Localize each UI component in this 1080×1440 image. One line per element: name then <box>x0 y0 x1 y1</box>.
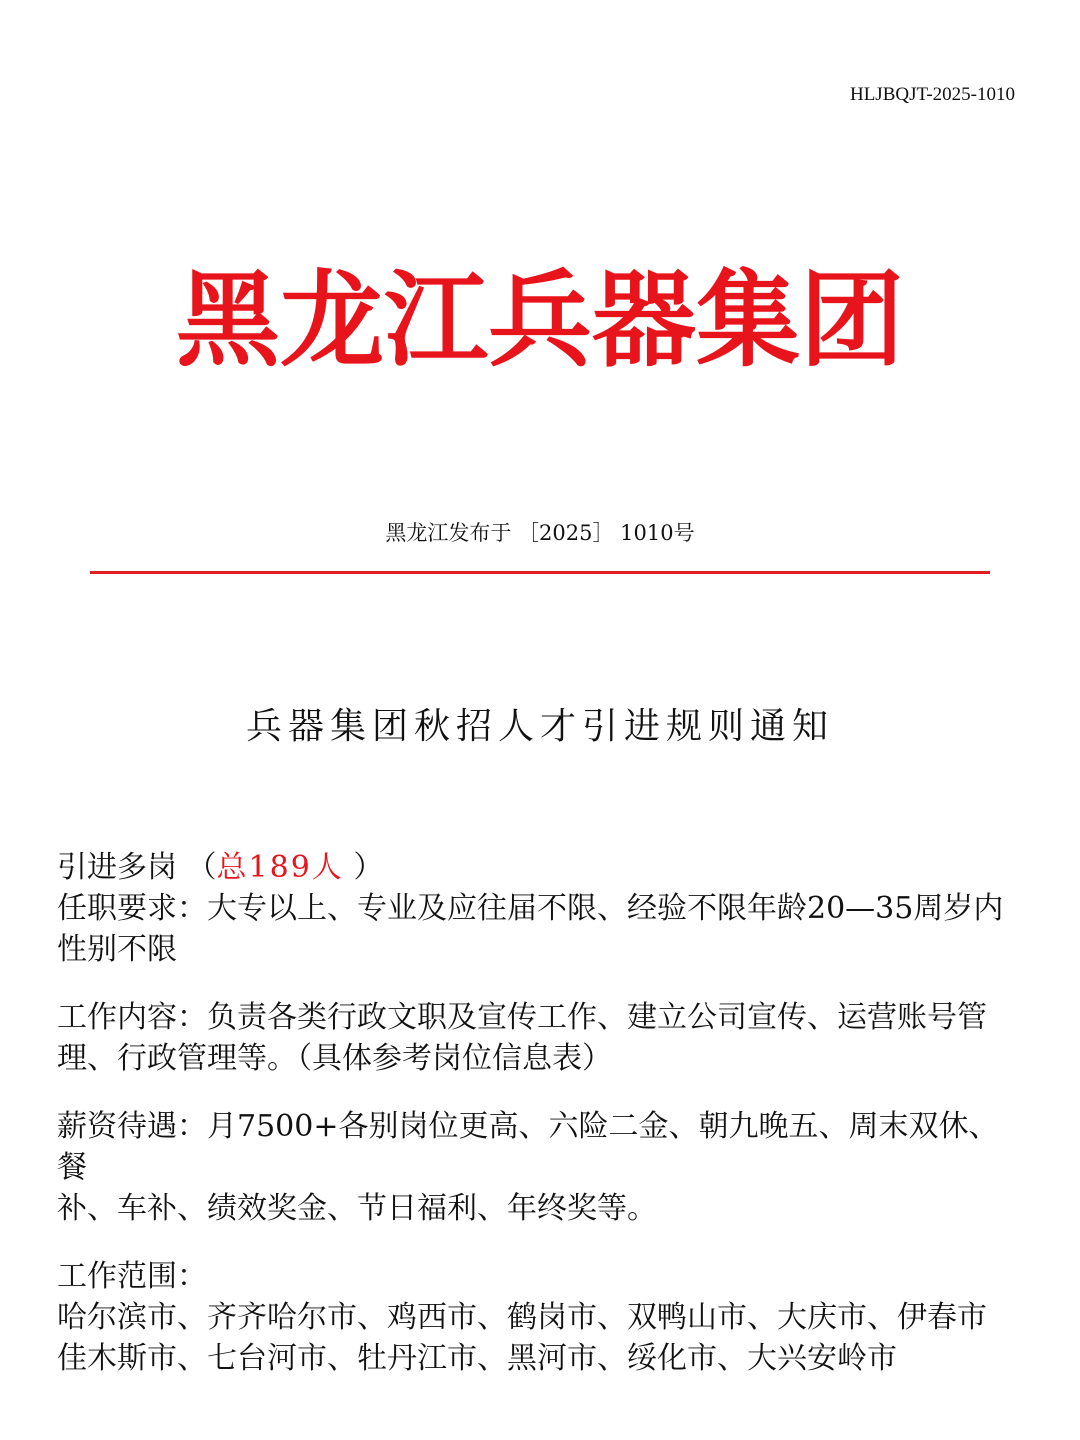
duties-line: 工作内容：负责各类行政文职及宣传工作、建立公司宣传、运营账号管 <box>57 1000 987 1035</box>
scope-heading: 工作范围： <box>57 1259 207 1294</box>
requirements-line: 性别不限 <box>57 932 177 967</box>
scope-line: 佳木斯市、七台河市、牡丹江市、黑河市、绥化市、大兴安岭市 <box>57 1341 897 1376</box>
scope-paragraph <box>57 1256 1027 1379</box>
scope-line: 哈尔滨市、齐齐哈尔市、鸡西市、鹤岗市、双鸭山市、大庆市、伊春市 <box>57 1300 987 1335</box>
positions-paragraph <box>57 847 1027 888</box>
requirements-paragraph <box>57 888 1027 970</box>
notice-body <box>57 847 1027 1379</box>
salary-line: 薪资待遇：月7500+各别岗位更高、六险二金、朝九晚五、周末双休、餐 <box>57 1109 999 1185</box>
positions-line <box>57 847 1027 888</box>
red-divider <box>90 571 990 574</box>
salary-paragraph <box>57 1106 1027 1229</box>
masthead-title: 黑龙江兵器集团 <box>175 259 904 381</box>
notice-title: 兵器集团秋招人才引进规则通知 <box>245 706 834 747</box>
duties-line: 理、行政管理等。（具体参考岗位信息表） <box>57 1041 612 1076</box>
salary-line: 补、车补、绩效奖金、节日福利、年终奖等。 <box>57 1191 657 1226</box>
duties-paragraph <box>57 997 1027 1079</box>
requirements-line: 任职要求：大专以上、专业及应往届不限、经验不限年龄20—35周岁内 <box>57 891 1004 926</box>
positions-total-highlight: 总189人 <box>216 850 344 885</box>
positions-prefix: 引进多岗 （ <box>57 850 217 885</box>
issue-line: 黑龙江发布于 ［2025］ 1010号 <box>385 521 695 545</box>
positions-suffix: ） <box>343 850 384 885</box>
document-number: HLJBQJT-2025-1010 <box>849 84 1015 105</box>
